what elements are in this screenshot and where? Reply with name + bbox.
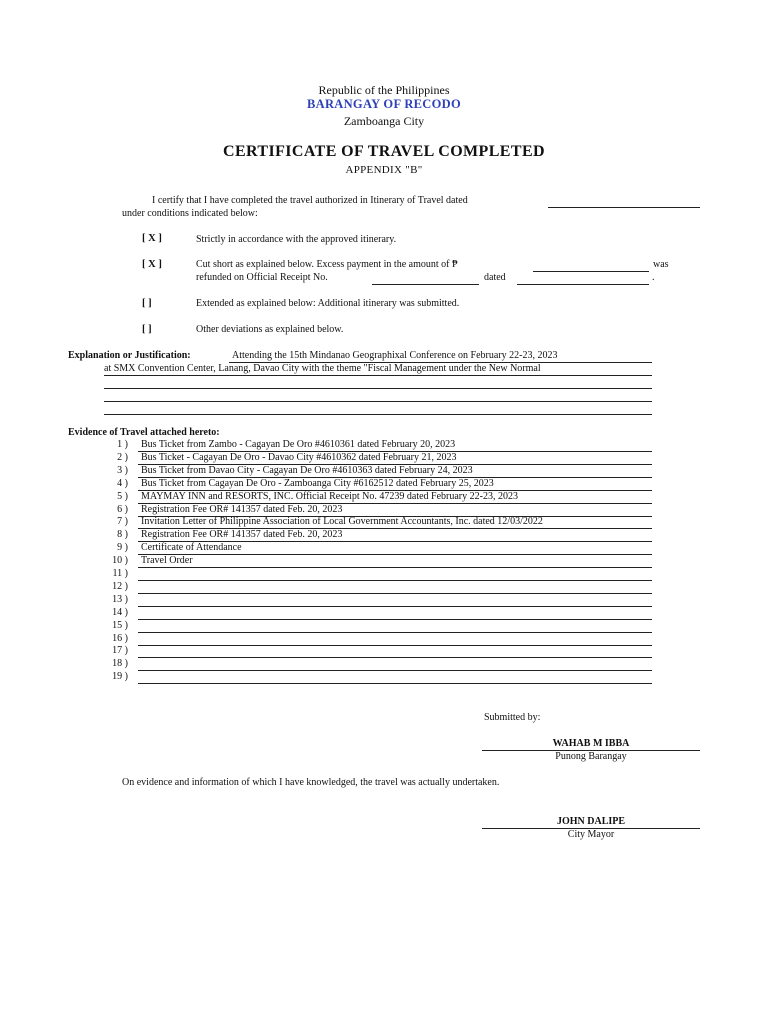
option-2-text-2: refunded on Official Receipt No. [196,272,328,283]
evidence-item-text: Bus Ticket from Davao City - Cagayan De Oro #4610363 dated February 24, 2023 [141,465,473,476]
evidence-item-line [138,619,652,620]
option-2-dated: dated [484,272,506,283]
mayor-role: City Mayor [567,829,615,840]
option-2-tail: was [653,259,669,270]
evidence-item-line [138,593,652,594]
receipt-date-blank [517,284,649,285]
explanation-line-2: at SMX Convention Center, Lanang, Davao City with the theme "Fiscal Management under the New Normal [104,363,541,374]
explanation-label: Explanation or Justification: [68,350,191,361]
evidence-item-number: 6 ) [117,504,128,515]
option-4-text: Other deviations as explained below. [196,324,344,335]
evidence-item-number: 19 ) [112,671,128,682]
evidence-item-line [138,670,652,671]
itinerary-date-blank [548,207,700,208]
evidence-item-text: MAYMAY INN and RESORTS, INC. Official Receipt No. 47239 dated February 22-23, 2023 [141,491,518,502]
option-4-mark: [ ] [142,324,152,335]
explanation-underline-3 [104,388,652,389]
city-heading: Zamboanga City [343,114,425,128]
evidence-item-number: 10 ) [112,555,128,566]
explanation-line-1: Attending the 15th Mindanao Geographixal Conference on February 22-23, 2023 [232,350,558,361]
option-1-text: Strictly in accordance with the approved itinerary. [196,234,397,245]
evidence-item-number: 18 ) [112,658,128,669]
evidence-item-number: 1 ) [117,439,128,450]
explanation-underline-5 [104,414,652,415]
receipt-number-blank [372,284,479,285]
option-2-mark: [ X ] [142,259,162,270]
option-3-checkbox[interactable] [142,298,152,309]
excess-amount-blank [533,271,649,272]
option-2-period: . [652,272,655,283]
evidence-item-line [138,567,652,568]
evidence-item-number: 8 ) [117,529,128,540]
option-3-mark: [ ] [142,298,152,309]
submitted-by-label: Submitted by: [484,712,541,723]
punong-barangay-name: WAHAB M IBBA [552,738,630,749]
evidence-item-text: Invitation Letter of Philippine Association of Local Government Accountants, Inc. dated 12/03/2022 [141,516,543,527]
evidence-item-line [138,683,652,684]
option-1-mark: [ X ] [142,233,162,244]
evidence-item-number: 16 ) [112,633,128,644]
evidence-item-text: Travel Order [141,555,193,566]
certify-line-2: under conditions indicated below: [122,208,258,219]
evidence-item-text: Bus Ticket from Cagayan De Oro - Zamboanga City #6162512 dated February 25, 2023 [141,478,494,489]
evidence-item-line [138,580,652,581]
evidence-item-text: Certificate of Attendance [141,542,242,553]
option-4-checkbox[interactable] [142,324,152,335]
evidence-item-number: 9 ) [117,542,128,553]
certify-line-1: I certify that I have completed the travel authorized in Itinerary of Travel dated [152,195,468,206]
explanation-underline-4 [104,401,652,402]
option-1-checkbox[interactable] [142,233,162,244]
barangay-heading: BARANGAY OF RECODO [306,97,462,111]
evidence-item-number: 12 ) [112,581,128,592]
explanation-underline-2 [104,375,652,376]
evidence-item-number: 4 ) [117,478,128,489]
evidence-item-line [138,554,652,555]
punong-barangay-role: Punong Barangay [555,751,627,762]
evidence-item-number: 7 ) [117,516,128,527]
evidence-item-number: 11 ) [112,568,128,579]
evidence-item-line [138,645,652,646]
evidence-item-number: 3 ) [117,465,128,476]
appendix-label: APPENDIX "B" [345,164,423,176]
evidence-label: Evidence of Travel attached hereto: [68,427,220,438]
evidence-item-text: Bus Ticket - Cagayan De Oro - Davao City #4610362 dated February 21, 2023 [141,452,457,463]
evidence-item-text: Registration Fee OR# 141357 dated Feb. 20, 2023 [141,504,343,515]
evidence-item-line [138,632,652,633]
evidence-item-text: Registration Fee OR# 141357 dated Feb. 20, 2023 [141,529,343,540]
evidence-item-number: 14 ) [112,607,128,618]
option-2-text: Cut short as explained below. Excess payment in the amount of ₱ [196,259,458,270]
evidence-item-number: 17 ) [112,645,128,656]
option-2-checkbox[interactable] [142,259,162,270]
republic-heading: Republic of the Philippines [318,83,450,97]
evidence-item-line [138,606,652,607]
evidence-item-number: 15 ) [112,620,128,631]
option-3-text: Extended as explained below: Additional itinerary was submitted. [196,298,460,309]
evidence-item-number: 5 ) [117,491,128,502]
mayor-name: JOHN DALIPE [556,816,626,827]
evidence-item-line [138,657,652,658]
evidence-item-text: Bus Ticket from Zambo - Cagayan De Oro #4610361 dated February 20, 2023 [141,439,456,450]
evidence-item-number: 13 ) [112,594,128,605]
evidence-item-number: 2 ) [117,452,128,463]
attestation-text: On evidence and information of which I have knowledged, the travel was actually undertaken. [122,777,500,788]
document-title: CERTIFICATE OF TRAVEL COMPLETED [223,143,545,160]
